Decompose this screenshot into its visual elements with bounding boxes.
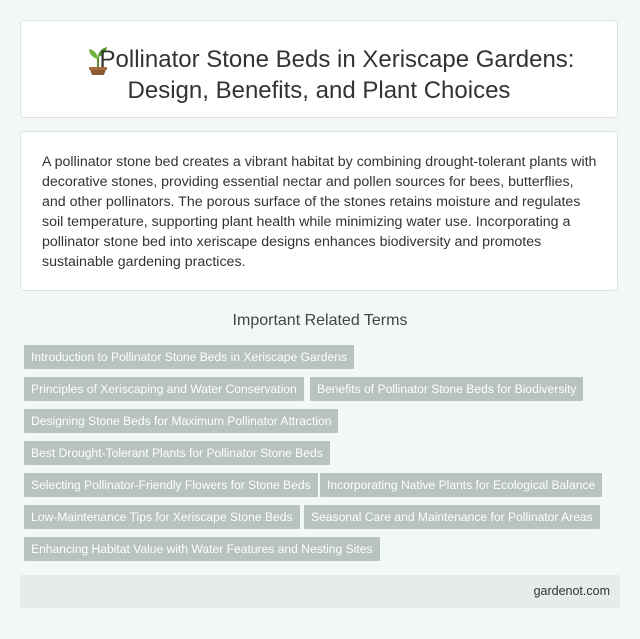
related-term-tag[interactable]: Principles of Xeriscaping and Water Conservation [24, 377, 304, 401]
page-title: Pollinator Stone Beds in Xeriscape Gardens: Design, Benefits, and Plant Choices [99, 46, 575, 104]
related-terms-heading: Important Related Terms [232, 312, 408, 329]
related-term-tag[interactable]: Seasonal Care and Maintenance for Pollinator Areas [304, 505, 600, 529]
related-term-tag[interactable]: Designing Stone Beds for Maximum Pollinator Attraction [24, 409, 338, 433]
related-term-tag[interactable]: Incorporating Native Plants for Ecological Balance [320, 473, 602, 497]
related-term-tag[interactable]: Selecting Pollinator-Friendly Flowers for Stone Beds [24, 473, 318, 497]
related-term-tag[interactable]: Best Drought-Tolerant Plants for Pollinator Stone Beds [24, 441, 330, 465]
description-card [20, 131, 618, 291]
related-term-tag[interactable]: Enhancing Habitat Value with Water Features and Nesting Sites [24, 537, 380, 561]
footer [20, 575, 620, 608]
footer-site-link[interactable]: gardenot.com [533, 584, 610, 598]
related-term-tag[interactable]: Introduction to Pollinator Stone Beds in Xeriscape Gardens [24, 345, 354, 369]
related-term-tag[interactable]: Benefits of Pollinator Stone Beds for Biodiversity [310, 377, 583, 401]
title-card [20, 20, 618, 118]
related-term-tag[interactable]: Low-Maintenance Tips for Xeriscape Stone Beds [24, 505, 300, 529]
description-text: A pollinator stone bed creates a vibrant habitat by combining drought-tolerant plants with decorative stones, providing essential nectar and pollen sources for bees, butterflies, and other pollinators. The porous surface of the stones retains moisture and regulates soil temperature, supporting plant health while minimizing water use. Incorporating a pollinator stone bed into xeriscape designs enhances biodiversity and promotes sustainable gardening practices. [42, 154, 597, 270]
